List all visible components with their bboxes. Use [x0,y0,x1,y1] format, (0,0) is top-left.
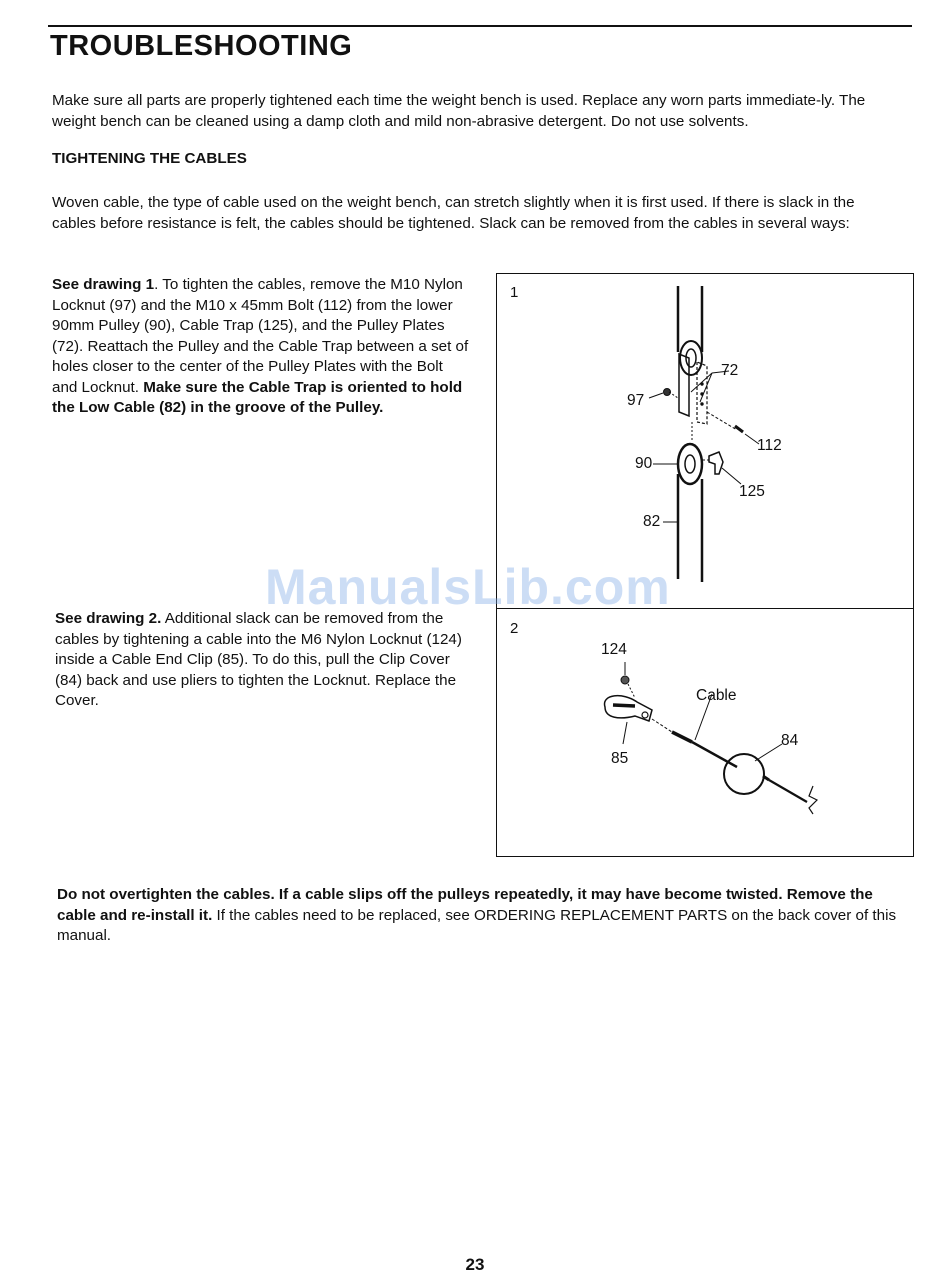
intro-paragraph: Make sure all parts are properly tightened each time the weight bench is used. Replace any worn parts immediate-ly. The weight bench can be cleaned using a damp cloth and mild non-abrasive detergent. Do not use solvents. [52,92,866,130]
label-124: 124 [601,641,627,658]
locknut-124 [621,676,629,684]
section-heading: TIGHTENING THE CABLES [52,150,247,167]
page-title: TROUBLESHOOTING [50,30,353,62]
upper-pulley [680,341,702,375]
panel1-drawing [649,286,759,582]
bolt-112-axis [707,412,737,430]
header-rule [48,25,912,27]
closing-body: If the cables need to be replaced, see ORDERING REPLACEMENT PARTS on the back cover of this manual. [57,906,897,944]
drawing1-body: . To tighten the cables, remove the M10 Nylon Locknut (97) and the M10 x 45mm Bolt (112) from the lower 90mm Pulley (90), Cable Trap (125), and the Pulley Plates (72). Reattach the Pulley and the Cable Trap between a set of holes closer to the center of the Pulley Plates with the Bolt and Locknut. [52,276,469,396]
label-84: 84 [781,732,799,749]
cable-end-clip-85 [605,696,652,721]
cable-wire [692,742,737,767]
drawing2-lead: See drawing 2. [55,610,162,627]
lower-pulley-90 [678,444,702,484]
drawing1-lead: See drawing 1 [52,276,155,293]
clip-cover-84 [724,754,764,794]
watermark: ManualsLib.com [265,559,671,615]
label-72: 72 [721,362,739,379]
label-112: 112 [757,437,782,454]
drawing1-instructions [52,275,472,419]
closing-paragraph [57,885,897,947]
drawing2-number: 2 [510,620,519,637]
drawing1-warning: Make sure the Cable Trap is oriented to hold the Low Cable (82) in the groove of the Pulley. [52,378,463,416]
drawing2-instructions [55,609,475,712]
label-82: 82 [643,513,661,530]
label-90: 90 [635,455,653,472]
drawing2-body: Additional slack can be removed from the cables by tightening a cable into the M6 Nylon Locknut (124) inside a Cable End Clip (85). To do this, pull the Clip Cover (84) back and use pliers to tighten the Locknut. Replace the Cover. [55,610,462,709]
label-97: 97 [627,392,645,409]
drawing1-number: 1 [510,284,519,301]
label-85: 85 [611,750,629,767]
page-number: 23 [465,1255,485,1274]
cable-wire-end [769,780,807,802]
label-cable: Cable [696,687,737,704]
label-125: 125 [739,483,765,500]
cable-trap-125 [709,452,723,474]
section-body: Woven cable, the type of cable used on the weight bench, can stretch slightly when it is first used. If there is slack in the cables before resistance is felt, the cables should be tightened. Slack can be removed from the cables in several ways: [52,194,855,232]
threaded-cable-end [672,732,692,742]
closing-warning: Do not overtighten the cables. If a cable slips off the pulleys repeatedly, it may have become twisted. Remove the cable and re-install it. [57,886,873,924]
